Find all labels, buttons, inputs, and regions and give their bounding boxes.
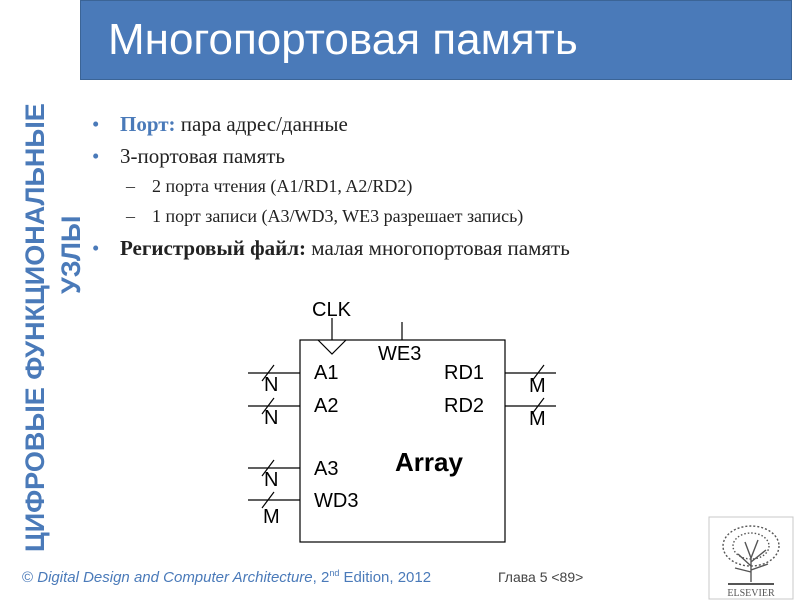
rd1-bus-width: M	[529, 375, 546, 397]
wd3-label: WD3	[314, 490, 359, 512]
bullet-register-file-text: малая многопортовая память	[306, 236, 570, 260]
a3-bus-width: N	[264, 469, 279, 491]
edition-rest: Edition, 2012	[339, 569, 432, 586]
rd2-label: RD2	[444, 395, 485, 417]
bullet-3port	[92, 144, 772, 176]
chapter-page-number: Глава 5 <89>	[498, 569, 584, 585]
bullet-mark: •	[92, 236, 100, 260]
sub-bullet-mark: –	[126, 176, 135, 196]
wd3-bus-width: M	[263, 506, 280, 528]
sub-bullet-write-text: 1 порт записи (A3/WD3, WE3 разрешает запись)	[152, 206, 524, 226]
bullet-port	[92, 112, 772, 144]
we3-label: WE3	[378, 343, 422, 365]
bullet-mark: •	[92, 112, 100, 136]
bullet-mark: •	[92, 144, 100, 168]
term-port: Порт:	[120, 112, 176, 136]
sub-bullet-read-text: 2 порта чтения (A1/RD1, A2/RD2)	[152, 176, 413, 196]
clk-label: CLK	[312, 299, 351, 321]
rd2-bus-width: M	[529, 408, 546, 430]
sub-bullet-write	[92, 206, 772, 236]
rd1-label: RD1	[444, 362, 485, 384]
copyright-prefix: ©	[22, 569, 38, 586]
sub-bullet-read	[92, 176, 772, 206]
page-title: Многопортовая память	[108, 15, 578, 64]
book-title: Digital Design and Computer Architecture	[37, 569, 313, 586]
edition-number: , 2	[312, 569, 330, 586]
sub-bullet-mark: –	[126, 206, 135, 226]
term-register-file: Регистровый файл:	[120, 236, 307, 260]
vertical-title-line2: УЗЛЫ	[56, 215, 86, 294]
vertical-section-title	[0, 0, 100, 560]
edition-suffix: nd	[329, 568, 340, 578]
vertical-title-line1: ЦИФРОВЫЕ ФУНКЦИОНАЛЬНЫЕ	[20, 103, 50, 552]
register-file-diagram	[240, 290, 570, 550]
bullet-register-file	[92, 236, 772, 268]
a2-bus-width: N	[264, 407, 279, 429]
a1-bus-width: N	[264, 374, 279, 396]
a2-label: A2	[314, 395, 339, 417]
bullet-port-text: пара адрес/данные	[175, 112, 348, 136]
clock-triangle	[318, 340, 346, 354]
elsevier-logo	[708, 516, 794, 600]
bullet-3port-text: 3-портовая память	[120, 144, 285, 168]
logo-text: ELSEVIER	[727, 588, 775, 599]
a1-label: A1	[314, 362, 339, 384]
array-label: Array	[395, 447, 463, 477]
bullet-list	[92, 112, 772, 268]
footer-copyright	[22, 568, 431, 586]
a3-label: A3	[314, 458, 339, 480]
